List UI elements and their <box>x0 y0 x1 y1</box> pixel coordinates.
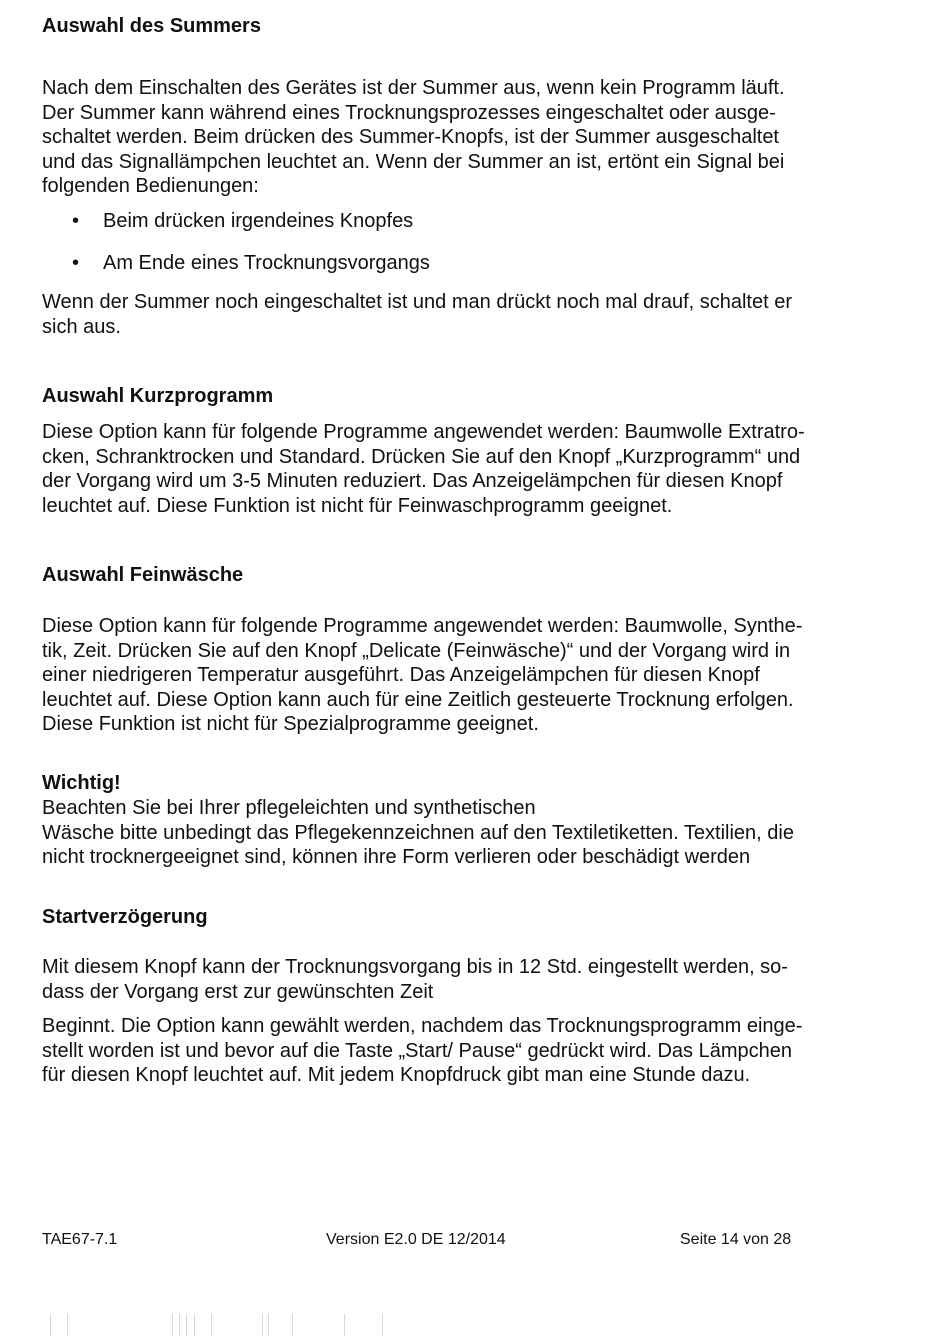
text-line: leuchtet auf. Diese Option kann auch für eine Zeitlich gesteuerte Trocknung erfolgen. <box>42 688 794 711</box>
text-line: Diese Funktion ist nicht für Spezialprogramme geeignet. <box>42 713 539 735</box>
scan-mark <box>172 1314 173 1336</box>
scan-mark <box>262 1314 263 1336</box>
text-line: Wenn der Summer noch eingeschaltet ist und man drückt noch mal drauf, schaltet er <box>42 291 793 313</box>
text-line: Beginnt. Die Option kann gewählt werden, nachdem das Trocknungsprogramm einge- <box>42 1015 803 1037</box>
text-line: Der Summer kann während eines Trocknungsprozesses eingeschaltet oder ausge- <box>42 101 776 124</box>
text-line: leuchtet auf. Diese Funktion ist nicht für Feinwaschprogramm geeignet. <box>42 494 673 517</box>
text-line: der Vorgang wird um 3-5 Minuten reduziert. Das Anzeigelämpchen für diesen Knopf <box>42 470 783 492</box>
text-line: einer niedrigeren Temperatur ausgeführt. Das Anzeigelämpchen für diesen Knopf <box>42 664 760 686</box>
scan-mark <box>194 1314 195 1336</box>
scan-mark <box>179 1314 180 1336</box>
paragraph-kurzprogramm <box>42 420 805 518</box>
scan-mark <box>67 1314 68 1336</box>
text-line: sich aus. <box>42 315 121 338</box>
paragraph-summer-intro <box>42 76 785 199</box>
heading-summer: Auswahl des Summers <box>42 15 261 37</box>
footer-version: Version E2.0 DE 12/2014 <box>326 1231 506 1248</box>
scan-mark <box>344 1314 345 1336</box>
bullet-dot-icon: • <box>72 210 80 232</box>
scan-mark <box>50 1314 51 1336</box>
text-line: stellt worden ist und bevor auf die Taste „Start/ Pause“ gedrückt wird. Das Lämpchen <box>42 1039 793 1062</box>
heading-feinwaesche: Auswahl Feinwäsche <box>42 564 244 586</box>
text-line: Beachten Sie bei Ihrer pflegeleichten und synthetischen <box>42 797 536 819</box>
text-line: cken, Schranktrocken und Standard. Drücken Sie auf den Knopf „Kurzprogramm“ und <box>42 445 801 468</box>
text-line: folgenden Bedienungen: <box>42 175 259 197</box>
text-line: nicht trocknergeeignet sind, können ihre Form verlieren oder beschädigt werden <box>42 846 751 868</box>
paragraph-startverzoegerung-2 <box>42 1014 802 1088</box>
scan-mark <box>268 1314 269 1336</box>
text-line: Diese Option kann für folgende Programme angewendet werden: Baumwolle Extratro- <box>42 421 805 443</box>
text-line: tik, Zeit. Drücken Sie auf den Knopf „Delicate (Feinwäsche)“ und der Vorgang wird in <box>42 639 791 662</box>
scan-mark <box>382 1314 383 1336</box>
text-line: schaltet werden. Beim drücken des Summer-Knopfs, ist der Summer ausgeschaltet <box>42 126 779 148</box>
text-line: Nach dem Einschalten des Gerätes ist der Summer aus, wenn kein Programm läuft. <box>42 77 785 99</box>
bullet-item <box>42 251 842 275</box>
bullet-item <box>42 209 842 233</box>
bullet-dot-icon: • <box>72 252 80 274</box>
text-line: Wäsche bitte unbedingt das Pflegekennzeichnen auf den Textiletiketten. Textilien, die <box>42 821 794 844</box>
text-line: und das Signallämpchen leuchtet an. Wenn der Summer an ist, ertönt ein Signal bei <box>42 150 785 173</box>
bullet-text: Beim drücken irgendeines Knopfes <box>103 210 414 232</box>
heading-wichtig: Wichtig! <box>42 772 121 794</box>
paragraph-wichtig <box>42 796 794 870</box>
text-line: für diesen Knopf leuchtet auf. Mit jedem Knopfdruck gibt man eine Stunde dazu. <box>42 1064 751 1086</box>
scan-mark <box>211 1314 212 1336</box>
heading-kurzprogramm: Auswahl Kurzprogramm <box>42 385 274 407</box>
text-line: Diese Option kann für folgende Programme angewendet werden: Baumwolle, Synthe- <box>42 615 803 637</box>
text-line: dass der Vorgang erst zur gewünschten Zeit <box>42 980 434 1003</box>
paragraph-feinwaesche <box>42 614 802 737</box>
scan-marks <box>0 1310 950 1336</box>
footer-page-number: Seite 14 von 28 <box>680 1231 792 1248</box>
text-line: Mit diesem Knopf kann der Trocknungsvorgang bis in 12 Std. eingestellt werden, so- <box>42 956 788 978</box>
scan-mark <box>292 1314 293 1336</box>
paragraph-startverzoegerung-1 <box>42 955 788 1004</box>
scan-mark <box>186 1314 187 1336</box>
paragraph-summer-off <box>42 290 792 339</box>
bullet-text: Am Ende eines Trocknungsvorgangs <box>103 252 430 274</box>
heading-startverzoegerung: Startverzögerung <box>42 906 208 928</box>
footer-doc-id: TAE67-7.1 <box>42 1231 118 1248</box>
